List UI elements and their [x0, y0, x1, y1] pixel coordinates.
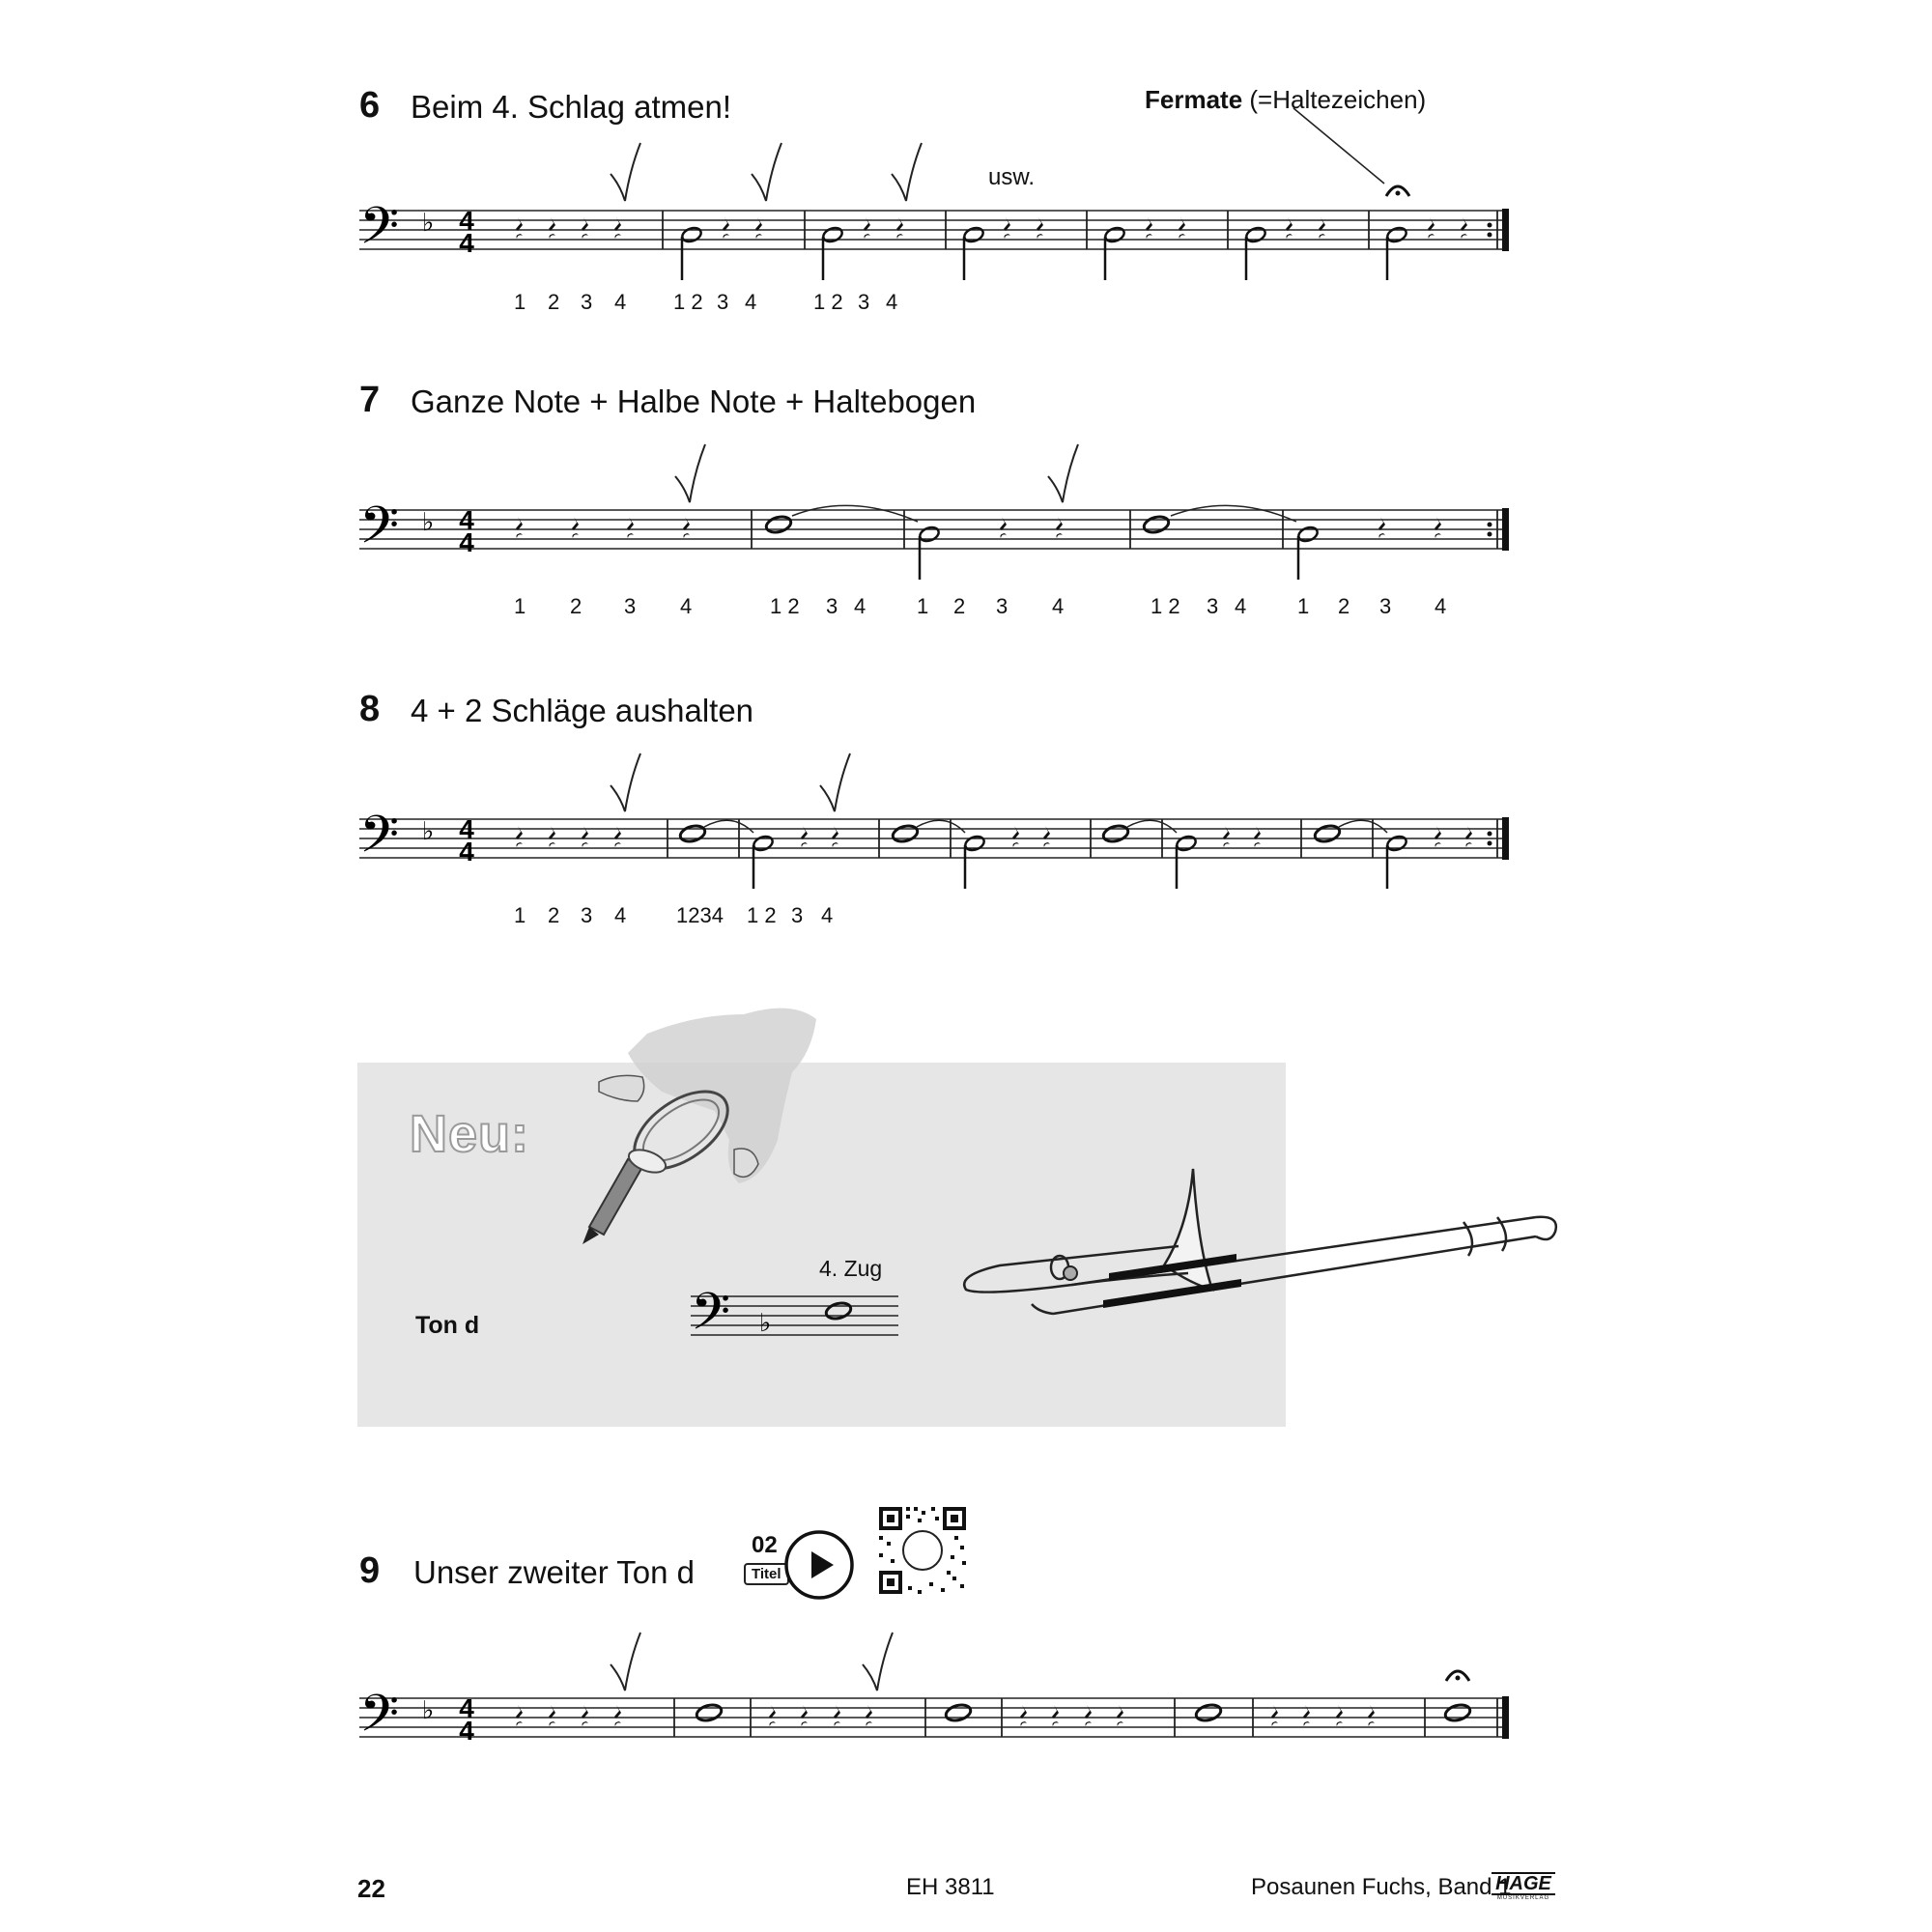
ties: [704, 820, 1387, 833]
count-label: 3: [826, 594, 838, 618]
count-label: 1: [514, 290, 526, 314]
fermata: [1386, 186, 1409, 196]
slide-position-label: 4. Zug: [819, 1256, 883, 1281]
time-sig-top: 4: [459, 505, 474, 535]
fermata-label: Fermate: [1145, 85, 1243, 114]
count-label: 1 2: [1151, 594, 1180, 618]
audio-track-number: 02: [752, 1532, 778, 1558]
count-label: 3: [858, 290, 870, 314]
count-label: 4: [854, 594, 867, 618]
whole-notes: [696, 1702, 1472, 1722]
time-sig-bottom: 4: [459, 837, 474, 867]
exercise-9-title: Unser zweiter Ton d: [413, 1554, 696, 1590]
new-note-heading: Neu:: [410, 1105, 529, 1163]
count-label: 1234: [676, 903, 724, 927]
count-label: 3: [717, 290, 729, 314]
whole-notes: [679, 823, 1342, 843]
breath-marks: [611, 753, 850, 811]
staff-exercise-7: [0, 435, 1932, 570]
exercise-8-number: 8: [359, 689, 381, 729]
half-notes: [752, 834, 1407, 889]
time-sig-bottom: 4: [459, 527, 474, 557]
bass-clef: 𝄢: [359, 806, 400, 877]
count-label: 1: [1297, 594, 1310, 618]
staff-lines: [359, 1698, 1509, 1737]
staff-lines: [359, 211, 1509, 249]
publisher-logo-sub: MUSIKVERLAG: [1496, 1895, 1550, 1901]
fermata: [1446, 1671, 1469, 1681]
publisher-logo-text: HAGE: [1492, 1872, 1555, 1895]
count-label: 4: [886, 290, 898, 314]
qr-code[interactable]: [877, 1505, 968, 1596]
count-label: 3: [581, 290, 593, 314]
breath-marks: [611, 143, 922, 201]
count-label: 1: [514, 594, 526, 618]
audio-track-label: Titel: [744, 1563, 789, 1585]
trombone-illustration: [956, 1159, 1565, 1343]
key-signature-flat: ♭: [422, 817, 435, 846]
breath-marks: [611, 1633, 893, 1690]
count-label: 4: [745, 290, 757, 314]
usw-label: usw.: [988, 164, 1036, 190]
time-sig-top: 4: [459, 814, 474, 844]
exercise-8-title: 4 + 2 Schläge aushalten: [411, 693, 754, 728]
repeat-dot: [1488, 233, 1492, 238]
count-label: 4: [821, 903, 834, 927]
count-label: 4: [614, 290, 627, 314]
key-signature-flat: ♭: [422, 508, 435, 537]
count-label: 3: [996, 594, 1009, 618]
time-sig-top: 4: [459, 206, 474, 236]
tone-d-staff: [686, 1275, 908, 1362]
final-barline: [1502, 508, 1509, 551]
bass-clef: 𝄢: [359, 197, 400, 269]
final-barline: [1502, 209, 1509, 251]
exercise-7-number: 7: [359, 380, 381, 420]
time-sig-bottom: 4: [459, 228, 474, 258]
fermata-pointer-line: [1293, 108, 1384, 184]
half-notes: [680, 225, 1407, 280]
staff-exercise-9: [0, 1594, 1932, 1758]
whole-note-d: [825, 1300, 853, 1321]
count-label: 2: [570, 594, 582, 618]
breath-marks: [675, 444, 1078, 502]
book-title: Posaunen Fuchs, Band 1: [1251, 1874, 1512, 1900]
count-label: 2: [548, 290, 560, 314]
tone-label: Ton d: [415, 1312, 480, 1339]
count-label: 4: [1235, 594, 1247, 618]
count-label: 1: [514, 903, 526, 927]
exercise-7-title: Ganze Note + Halbe Note + Haltebogen: [411, 384, 977, 419]
count-label: 2: [548, 903, 560, 927]
repeat-dot: [1488, 532, 1492, 537]
final-barline: [1502, 1696, 1509, 1739]
bass-clef: 𝄢: [359, 497, 400, 568]
final-barline: [1502, 817, 1509, 860]
count-label: 1: [917, 594, 929, 618]
hand-writing-illustration: [570, 995, 831, 1256]
count-label: 3: [791, 903, 804, 927]
edition-number: EH 3811: [906, 1874, 995, 1900]
count-label: 2: [1338, 594, 1350, 618]
key-signature-flat: ♭: [422, 1696, 435, 1725]
whole-notes: [765, 514, 1171, 534]
count-label: 1 2: [673, 290, 703, 314]
svg-text:𝄢: 𝄢: [691, 1283, 731, 1354]
count-label: 3: [1379, 594, 1392, 618]
staff-exercise-6: [0, 135, 1932, 270]
count-label: 2: [953, 594, 966, 618]
count-label: 4: [680, 594, 693, 618]
fermata-annotation: [1145, 85, 1426, 115]
repeat-dot: [1488, 841, 1492, 846]
staff-lines: [359, 510, 1509, 549]
fermata-explanation: (=Haltezeichen): [1249, 85, 1427, 114]
bass-clef: 𝄢: [359, 1685, 400, 1756]
play-icon: [782, 1528, 856, 1602]
exercise-6-title: Beim 4. Schlag atmen!: [411, 89, 731, 125]
half-notes: [918, 525, 1319, 580]
time-sig-bottom: 4: [459, 1716, 474, 1746]
time-sig-top: 4: [459, 1693, 474, 1723]
count-label: 4: [1435, 594, 1447, 618]
page-number: 22: [357, 1874, 385, 1903]
count-label: 1 2: [813, 290, 843, 314]
repeat-dot: [1488, 832, 1492, 837]
repeat-dot: [1488, 223, 1492, 228]
staff-exercise-8: [0, 744, 1932, 879]
count-label: 3: [1207, 594, 1219, 618]
repeat-dot: [1488, 523, 1492, 527]
count-label: 1 2: [770, 594, 800, 618]
publisher-logo: [1492, 1872, 1555, 1901]
key-signature-flat: ♭: [422, 209, 435, 238]
svg-text:♭: ♭: [759, 1309, 772, 1338]
exercise-6-number: 6: [359, 85, 381, 126]
count-label: 3: [624, 594, 637, 618]
count-label: 1 2: [747, 903, 777, 927]
audio-track-play-button[interactable]: [744, 1526, 860, 1604]
count-label: 4: [1052, 594, 1065, 618]
count-label: 4: [614, 903, 627, 927]
count-label: 3: [581, 903, 593, 927]
exercise-9-number: 9: [359, 1550, 381, 1591]
